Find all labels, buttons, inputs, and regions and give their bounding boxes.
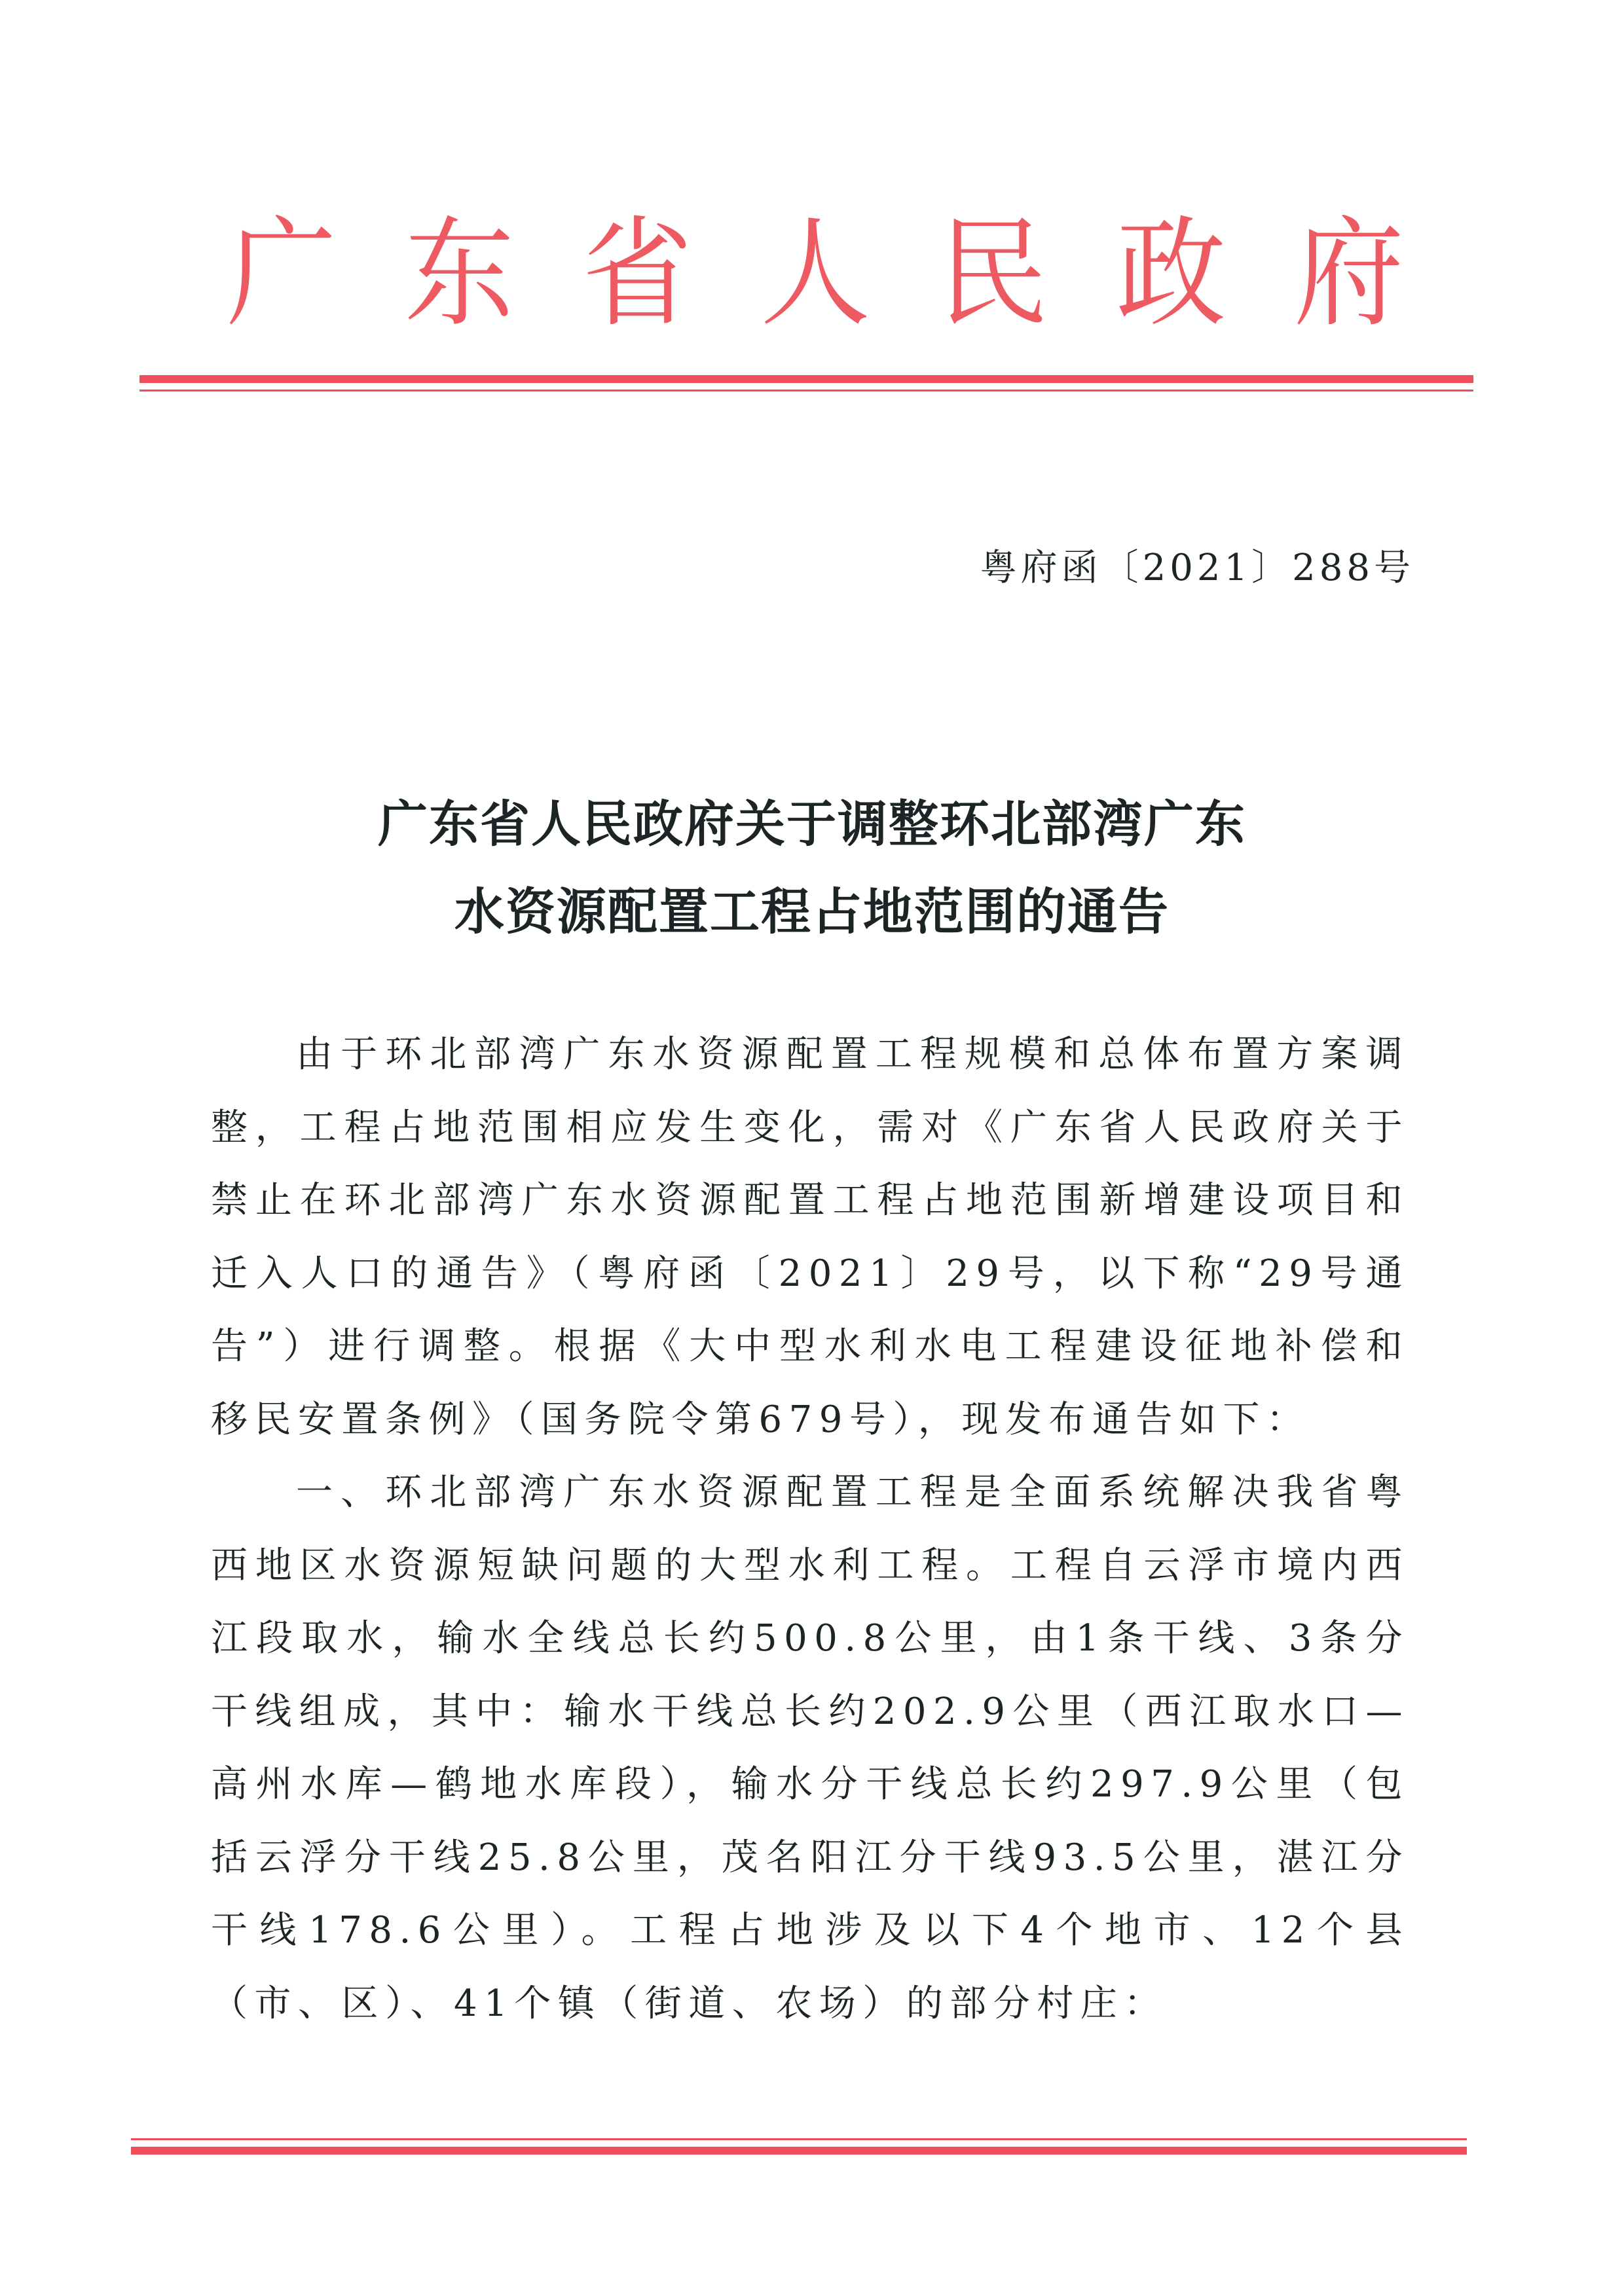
body-paragraph: 一、环北部湾广东水资源配置工程是全面系统解决我省粤西地区水资源短缺问题的大型水利工程。工程自云浮市境内西江段取水，输水全线总长约500.8公里，由1条干线、3条分干线组成，其中：输水干线总长约202.9公里（西江取水口—高州水库—鹤地水库段），输水分干线总长约297.9公里（包括云浮分干线25.8公里，茂名阳江分干线93.5公里，湛江分干线178.6公里）。工程占地涉及以下4个地市、12个县（市、区）、41个镇（街道、农场）的部分村庄：: [211, 1471, 1409, 2025]
document-title-line-1: 广东省人民政府关于调整环北部湾广东: [378, 795, 1246, 853]
masthead-char: 省: [582, 204, 693, 343]
document-title-line-2: 水资源配置工程占地范围的通告: [454, 883, 1170, 941]
document-number: 粤府函〔2021〕288号: [980, 547, 1414, 589]
document-body: [211, 1018, 1409, 2040]
masthead-char: 民: [938, 204, 1048, 343]
masthead-char: 东: [404, 204, 515, 343]
header-thin-rule: [139, 390, 1473, 392]
issuer-masthead: [216, 203, 1414, 344]
footer-thick-rule: [131, 2147, 1467, 2155]
masthead-char: 人: [760, 204, 870, 343]
masthead-char: 广: [227, 204, 337, 343]
footer-thin-rule: [131, 2138, 1467, 2140]
body-paragraph: 由于环北部湾广东水资源配置工程规模和总体布置方案调整，工程占地范围相应发生变化，需对《广东省人民政府关于禁止在环北部湾广东水资源配置工程占地范围新增建设项目和迁入人口的通告》（粤府函〔2021〕29号，以下称“29号通告”）进行调整。根据《大中型水利水电工程建设征地补偿和移民安置条例》（国务院令第679号），现发布通告如下：: [211, 1033, 1409, 1441]
header-thick-rule: [139, 375, 1473, 383]
masthead-char: 府: [1293, 204, 1404, 343]
masthead-char: 政: [1116, 204, 1227, 343]
